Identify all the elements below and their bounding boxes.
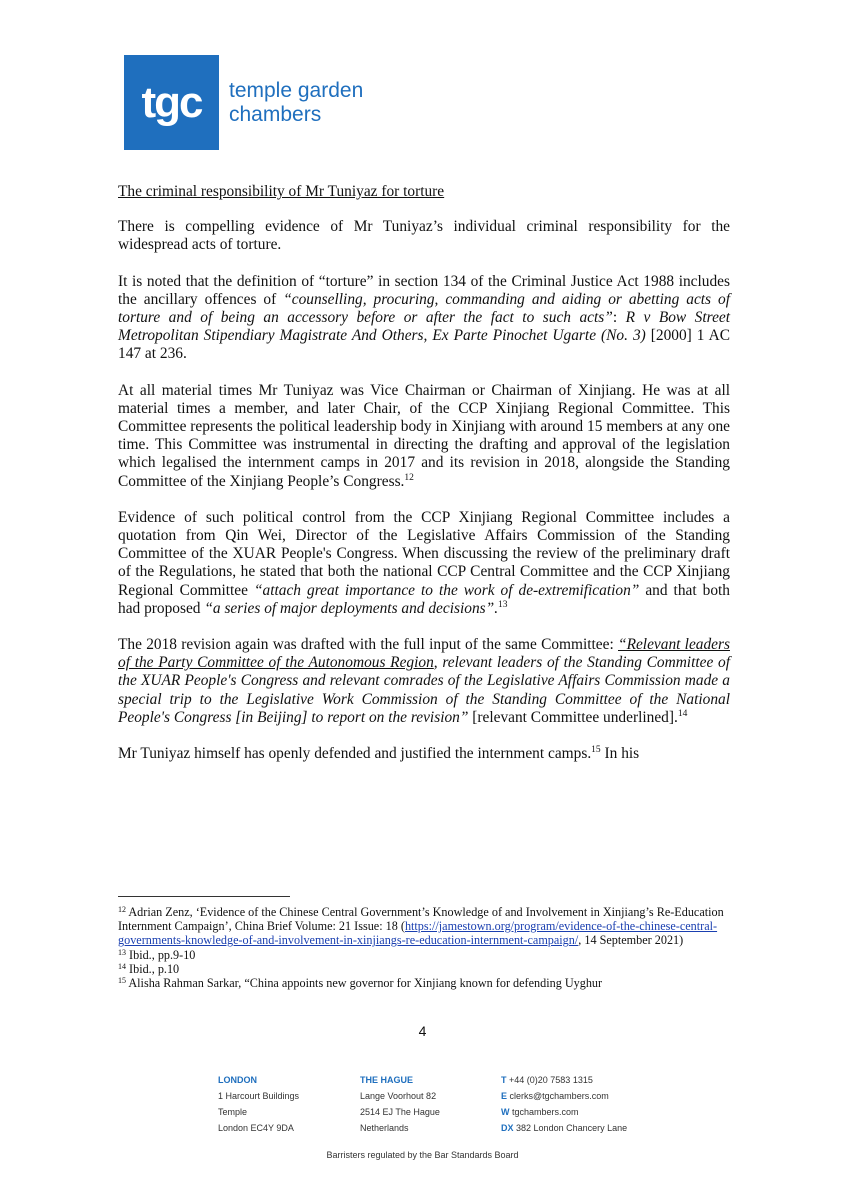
footer-hague-line: 2514 EJ The Hague [360,1107,440,1117]
email-address[interactable]: clerks@tgchambers.com [509,1091,609,1101]
p4-text-2: and that both had proposed [118,581,730,617]
web-label: W [501,1107,510,1117]
footnote-14 [118,962,730,976]
p5-quote: , relevant leaders of the Standing Committee of the XUAR People's Congress and relevant comrades of the Legislative Affairs Commission made a special trip to the Legislative Work Commission of the Standing Committee of the National People's Congress [in Beijing] to report on the revision” [118,654,730,726]
paragraph-1: There is compelling evidence of Mr Tuniyaz’s individual criminal responsibility for the widespread acts of torture. [118,218,730,254]
footer-web [501,1104,627,1120]
email-label: E [501,1091,508,1101]
logo-mark-text: tgc [141,77,202,127]
p6-text: Mr Tuniyaz himself has openly defended and justified the internment camps. [118,745,592,763]
footer-london-line: 1 Harcourt Buildings [218,1091,300,1101]
footnotes [118,905,730,990]
footnote-text: Adrian Zenz, ‘Evidence of the Chinese Central Government’s Knowledge of and Involvement in Xinjiang’s Re-Education Internment Campaign’, China Brief Volume: 21 Issue: 18 ( [118,905,724,934]
tgc-logo-mark [124,55,219,150]
footnote-date: , 14 September 2021) [578,933,684,948]
footer-hague-line: Lange Voorhout 82 [360,1091,437,1101]
footer-london-line: Temple [218,1107,248,1117]
footer-phone [501,1072,627,1088]
p5-quote-underlined: “Relevant leaders of the Party Committee of the Autonomous Region [118,636,730,672]
footer-hague-line: Netherlands [360,1123,409,1133]
logo-line-1: temple garden [229,78,364,102]
footer-london-line: London EC4Y 9DA [218,1123,294,1133]
logo-wordmark [229,79,363,127]
footnote-12 [118,905,730,948]
footer-london [218,1072,299,1136]
website[interactable]: tgchambers.com [512,1107,579,1117]
footnote-divider [118,896,290,897]
footnote-15 [118,976,730,990]
p4-quote-1: “attach great importance to the work of de-extremification” [253,581,640,599]
footer-hague [360,1072,440,1136]
logo-line-2: chambers [229,102,322,126]
footnote-number: 13 [118,947,126,957]
p2-colon: : [612,309,626,327]
footnote-link[interactable]: https://jamestown.org/program/evidence-of-the-chinese-central-governments-knowledge-of-and-involvement-in-xinjiangs-re-education-internment-campaign/ [118,919,718,948]
footer-london-heading: LONDON [218,1075,257,1085]
paragraph-4 [118,509,730,618]
chambers-logo [124,55,363,150]
footnote-text: Ibid., pp.9-10 [126,947,196,962]
paragraph-5 [118,636,730,727]
dx-label: DX [501,1123,514,1133]
footer-dx [501,1120,627,1136]
footnote-ref-15[interactable]: 15 [591,745,601,756]
p5-text: The 2018 revision again was drafted with the full input of the same Committee: [118,636,619,654]
footnote-text: Ibid., p.10 [126,961,180,976]
footnote-ref-13[interactable]: 13 [498,599,508,610]
paragraph-3 [118,382,730,491]
p4-text: Evidence of such political control from the CCP Xinjiang Regional Committee includes a quotation from Qin Wei, Director of the Legislative Affairs Commission of the Standing Committee of the XUAR People's Congress. When discussing the review of the preliminary draft of the Regulations, he stated that both the national CCP Central Committee and the CCP Xinjiang Regional Committee [118,508,730,599]
footnote-ref-14[interactable]: 14 [677,708,688,719]
p5-text-2: [relevant Committee underlined]. [468,708,678,726]
p4-quote-2: “a series of major deployments and decisions”. [204,599,499,617]
document-body [118,183,730,781]
phone-label: T [501,1075,507,1085]
footnote-text: Alisha Rahman Sarkar, “China appoints new governor for Xinjiang known for defending Uyghur [126,976,603,991]
footer-contact [501,1072,627,1136]
footnote-number: 12 [118,905,126,914]
paragraph-2 [118,273,730,364]
regulation-notice: Barristers regulated by the Bar Standards Board [326,1150,519,1160]
footnote-number: 15 [118,976,126,986]
dx-address: 382 London Chancery Lane [516,1123,628,1133]
footer-hague-heading: THE HAGUE [360,1075,414,1085]
p2-text: It is noted that the definition of “torture” in section 134 of the Criminal Justice Act 1988 includes the ancillary offences of [118,272,730,308]
phone-number: +44 (0)20 7583 1315 [509,1075,593,1085]
p2-quote: “counselling, procuring, commanding and aiding or abetting acts of torture and of being an accessory before or after the fact to such acts” [118,290,730,327]
p3-text: At all material times Mr Tuniyaz was Vice Chairman or Chairman of Xinjiang. He was at all material times a member, and later Chair, of the CCP Xinjiang Regional Committee. This Committee represents the political leadership body in Xinjiang with around 15 members at any one time. This Committee was instrumental in directing the drafting and approval of the legislation which legalised the internment camps in 2017 and its revision in 2018, alongside the Standing Committee of the Xinjiang People’s Congress. [118,381,730,490]
paragraph-6 [118,745,730,763]
p2-citation: [2000] 1 AC 147 at 236. [118,327,730,363]
footnote-13 [118,948,730,962]
page-number: 4 [418,1023,427,1039]
section-heading: The criminal responsibility of Mr Tuniyaz for torture [118,183,445,200]
footer-email [501,1088,627,1104]
p2-case-name: R v Bow Street Metropolitan Stipendiary Magistrate And Others, Ex Parte Pinochet Ugarte (No. 3) [118,309,731,345]
footnote-number: 14 [118,961,126,971]
footnote-ref-12[interactable]: 12 [404,472,414,483]
p6-text-2: In his [600,745,640,763]
